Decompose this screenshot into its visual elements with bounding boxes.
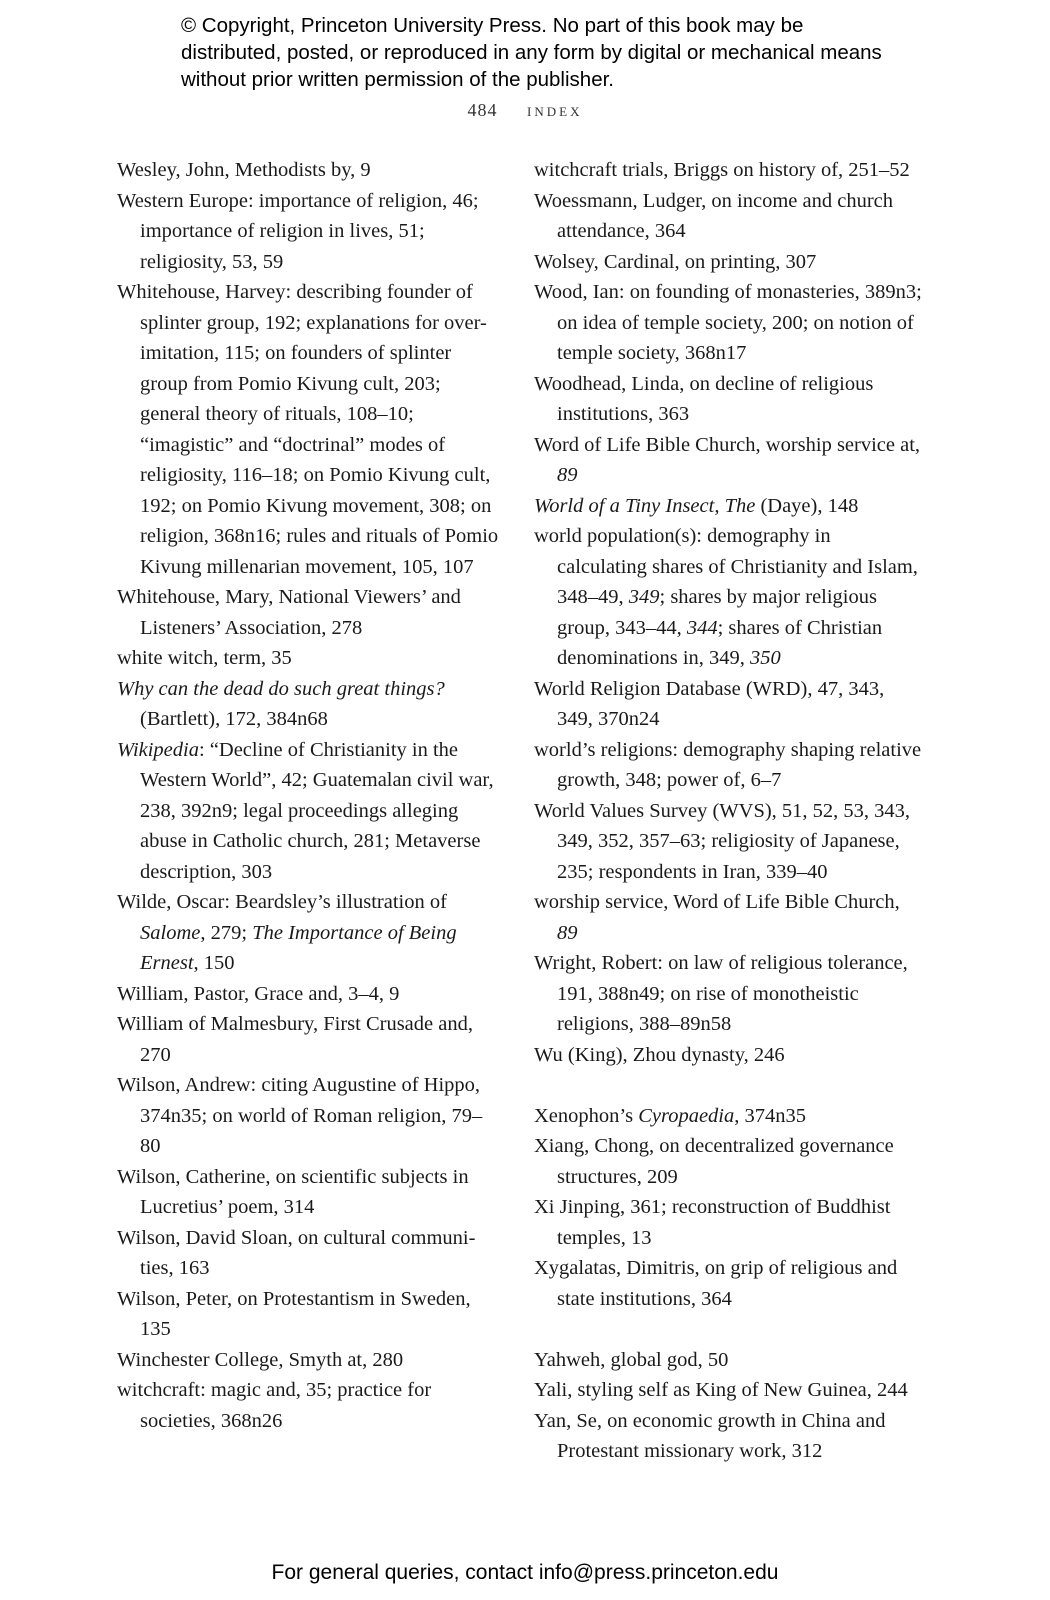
index-entry: witchcraft trials, Briggs on history of, 251–52 (534, 159, 910, 181)
index-entry: witchcraft: magic and, 35; practice for societies, 368n26 (117, 1379, 432, 1432)
index-entry: World Values Survey (WVS), 51, 52, 53, 343, 349, 352, 357–63; religiosity of Japanese, 235; respondents in Iran, 339–40 (534, 799, 911, 883)
index-entry: Wilson, Peter, on Protestantism in Sweden, 135 (117, 1287, 471, 1340)
index-entry: Word of Life Bible Church, worship service at, 89 (534, 433, 921, 486)
footer-contact: For general queries, contact info@press.princeton.edu (271, 1561, 779, 1584)
index-entry: William, Pastor, Grace and, 3–4, 9 (117, 982, 400, 1005)
index-entry: Whitehouse, Harvey: describing founder of splinter group, 192; explanations for over-imitation, 115; on founders of splinter group from Pomio Kivung cult, 203; general theory of rituals, 108–10; “imagistic” and “doctrinal” modes of religiosity, 116–18; on Pomio Kivung cult, 192; on Pomio Kivung movement, 308; on religion, 368n16; rules and rituals of Pomio Kivung millenarian movement, 105, 107 (117, 281, 499, 578)
index-entry: worship service, Word of Life Bible Church, 89 (534, 891, 900, 944)
index-entry: Wilson, David Sloan, on cultural communi-ties, 163 (117, 1226, 476, 1279)
index-column-left (117, 155, 502, 1436)
index-entry: Xygalatas, Dimitris, on grip of religious and state institutions, 364 (534, 1257, 898, 1310)
copyright-notice: © Copyright, Princeton University Press. No part of this book may be distributed, posted, or reproduced in any form by digital or mechanical means without prior written permission of the publisher. (181, 14, 882, 91)
index-entry: Western Europe: importance of religion, 46; importance of religion in lives, 51; religiosity, 53, 59 (117, 189, 479, 273)
index-entry: Yahweh, global god, 50 (534, 1348, 729, 1371)
index-entry: Yan, Se, on economic growth in China and Protestant missionary work, 312 (534, 1409, 886, 1462)
index-entry: Wolsey, Cardinal, on printing, 307 (534, 250, 817, 273)
index-entry: white witch, term, 35 (117, 647, 292, 669)
index-entry: Wilson, Andrew: citing Augustine of Hippo, 374n35; on world of Roman religion, 79–80 (117, 1074, 483, 1157)
index-entry: Xenophon’s Cyropaedia, 374n35 (534, 1104, 806, 1127)
index-entry: Wilson, Catherine, on scientific subjects in Lucretius’ poem, 314 (117, 1165, 469, 1218)
index-entry: Woessmann, Ludger, on income and church attendance, 364 (534, 189, 894, 242)
index-entry: Wikipedia: “Decline of Christianity in the Western World”, 42; Guatemalan civil war, 238, 392n9; legal proceedings alleging abuse in Catholic church, 281; Metaverse description, 303 (117, 738, 494, 883)
index-entry: World of a Tiny Insect, The (Daye), 148 (534, 494, 859, 517)
letter-group-gap (534, 1070, 924, 1101)
index-entry: Wesley, John, Methodists by, 9 (117, 159, 371, 181)
index-entry: World Religion Database (WRD), 47, 343, 349, 370n24 (534, 677, 885, 730)
index-entry: Wu (King), Zhou dynasty, 246 (534, 1043, 785, 1066)
index-entry: Wright, Robert: on law of religious tolerance, 191, 388n49; on rise of monotheistic religions, 388–89n58 (534, 952, 908, 1035)
index-entry: Wood, Ian: on founding of monasteries, 389n3; on idea of temple society, 200; on notion of temple society, 368n17 (534, 281, 922, 364)
page-number: 484 (467, 100, 498, 120)
index-column-right (534, 155, 924, 1467)
index-entry: Xiang, Chong, on decentralized governance structures, 209 (534, 1135, 894, 1188)
index-entry: world’s religions: demography shaping relative growth, 348; power of, 6–7 (534, 738, 922, 791)
index-entry: William of Malmesbury, First Crusade and, 270 (117, 1013, 473, 1066)
index-entry: Woodhead, Linda, on decline of religious institutions, 363 (534, 372, 874, 425)
index-entry: Why can the dead do such great things? (Bartlett), 172, 384n68 (117, 677, 445, 730)
index-entry: Yali, styling self as King of New Guinea, 244 (534, 1379, 908, 1401)
section-title: index (527, 100, 583, 120)
index-entry: Wilde, Oscar: Beardsley’s illustration of Salome, 279; The Importance of Being Ernest, 150 (117, 891, 457, 974)
index-entry: Whitehouse, Mary, National Viewers’ and Listeners’ Association, 278 (117, 586, 461, 639)
index-entry: Xi Jinping, 361; reconstruction of Buddhist temples, 13 (534, 1196, 891, 1249)
index-entry: Winchester College, Smyth at, 280 (117, 1348, 404, 1371)
index-entry: world population(s): demography in calculating shares of Christianity and Islam, 348–49, 349; shares by major religious group, 343–44, 344; shares of Christian denominations in, 349, 350 (534, 525, 918, 669)
running-head (0, 100, 1050, 121)
letter-group-gap (534, 1314, 924, 1345)
